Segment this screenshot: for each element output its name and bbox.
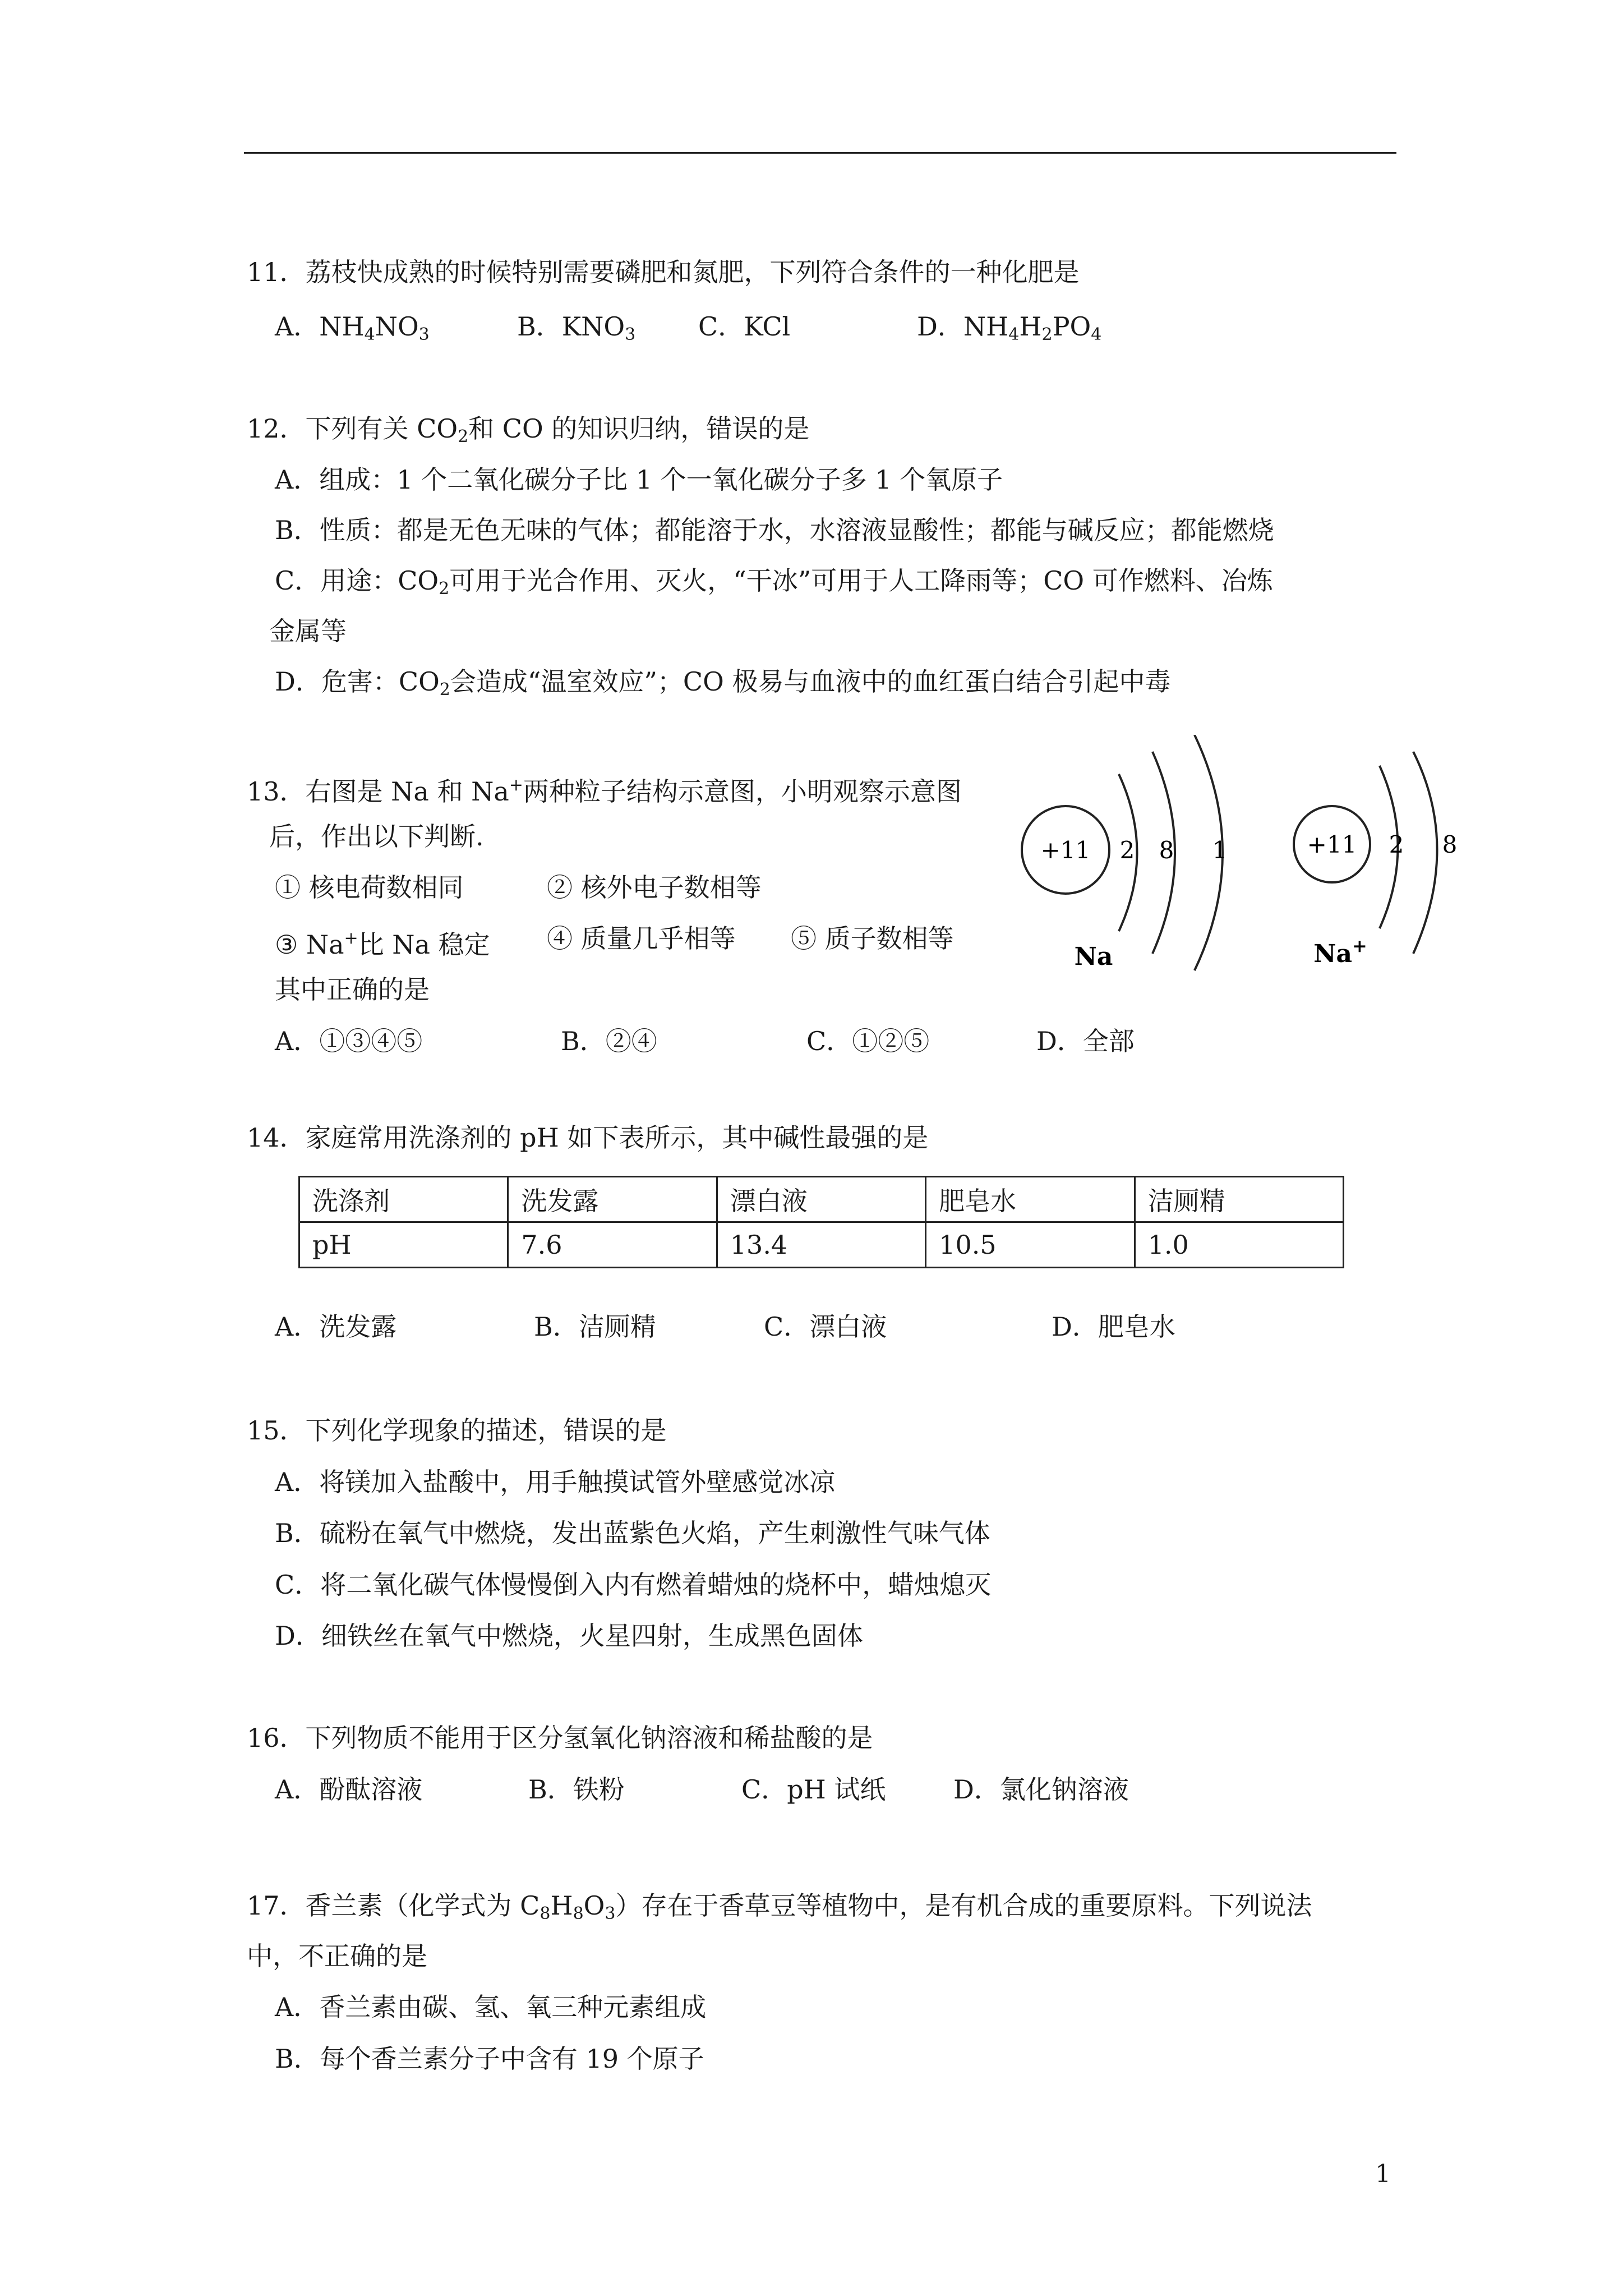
q12-stem: 12．下列有关 $CO_2$和 CO 的知识归纳，错误的是 [247, 413, 810, 447]
q14-option-a: A．洗发露 [275, 1312, 397, 1342]
q11-option-c: C．KCl [698, 311, 791, 342]
q13-judgement-2: ② 核外电子数相等 [547, 872, 762, 903]
na-shell-3-count: 1 [1212, 836, 1228, 864]
na-label: Na [1074, 942, 1113, 971]
q13-stem-continued: 后，作出以下判断. [269, 821, 484, 852]
q16-option-c: C．pH 试纸 [741, 1774, 886, 1805]
q13-judgement-1: ① 核电荷数相同 [275, 872, 464, 903]
na-ion-shell-2-count: 8 [1442, 831, 1458, 858]
table-cell: 洗涤剂 [299, 1177, 508, 1222]
na-ion-nucleus-charge: +11 [1307, 831, 1357, 858]
header-rule [244, 152, 1396, 154]
q12-option-c: C．用途：$CO_2$可用于光合作用、灭火，“干冰”可用于人工降雨等；CO 可作燃料、冶炼 [275, 565, 1273, 599]
q14-option-c: C．漂白液 [764, 1312, 887, 1342]
q12-option-d: D．危害：$CO_2$会造成“温室效应”；CO 极易与血液中的血红蛋白结合引起中毒 [275, 666, 1171, 700]
na-shell-2-count: 8 [1159, 836, 1174, 864]
na-nucleus-charge: +11 [1040, 836, 1091, 864]
q13-ask: 其中正确的是 [275, 974, 430, 1005]
q14-option-b: B．洁厕精 [534, 1312, 656, 1342]
table-cell: 7.6 [508, 1222, 717, 1268]
q15-option-a: A．将镁加入盐酸中，用手触摸试管外壁感觉冰凉 [275, 1467, 836, 1497]
table-row [299, 1222, 1344, 1268]
table-cell: 13.4 [717, 1222, 925, 1268]
na-shell-1-count: 2 [1119, 836, 1135, 864]
na-ion-label: Na+ [1313, 935, 1367, 968]
table-cell: 洁厕精 [1135, 1177, 1343, 1222]
q16-option-a: A．酚酞溶液 [275, 1774, 423, 1805]
table-cell: 10.5 [926, 1222, 1135, 1268]
q12-option-b: B．性质：都是无色无味的气体；都能溶于水，水溶液显酸性；都能与碱反应；都能燃烧 [275, 515, 1274, 545]
q13-option-b: B．②④ [561, 1026, 657, 1056]
q17-option-b: B．每个香兰素分子中含有 19 个原子 [275, 2044, 704, 2074]
q14-stem: 14．家庭常用洗涤剂的 pH 如下表所示，其中碱性最强的是 [247, 1122, 929, 1153]
q13-option-d: D．全部 [1036, 1026, 1135, 1056]
table-cell: 洗发露 [508, 1177, 717, 1222]
q16-stem: 16．下列物质不能用于区分氢氧化钠溶液和稀盐酸的是 [247, 1723, 873, 1753]
q11-option-d: D．$NH_4H_2PO_4$ [917, 311, 1102, 344]
q15-option-c: C．将二氧化碳气体慢慢倒入内有燃着蜡烛的烧杯中，蜡烛熄灭 [275, 1570, 992, 1600]
q13-option-a: A．①③④⑤ [275, 1026, 423, 1056]
q13-judgement-5: ⑤ 质子数相等 [791, 923, 954, 954]
page-number: 1 [1375, 2160, 1391, 2188]
q17-stem-continued: 中，不正确的是 [247, 1941, 427, 1971]
q11-stem: 11．荔枝快成熟的时候特别需要磷肥和氮肥，下列符合条件的一种化肥是 [247, 257, 1080, 287]
na-ion-shell-2-arc [1413, 752, 1437, 954]
table-cell: pH [299, 1222, 508, 1268]
table-cell: 肥皂水 [926, 1177, 1135, 1222]
q12-option-a: A．组成：1 个二氧化碳分子比 1 个一氧化碳分子多 1 个氧原子 [275, 464, 1003, 495]
q16-option-b: B．铁粉 [528, 1774, 625, 1805]
q14-option-d: D．肥皂水 [1052, 1312, 1175, 1342]
q11-option-a: A．$NH_4NO_3$ [275, 311, 430, 344]
table-cell: 1.0 [1135, 1222, 1343, 1268]
q15-stem: 15．下列化学现象的描述，错误的是 [247, 1415, 667, 1446]
q15-option-d: D．细铁丝在氧气中燃烧，火星四射，生成黑色固体 [275, 1621, 863, 1651]
atomic-structure-diagram [1009, 735, 1481, 993]
na-ion-shell-1-count: 2 [1389, 831, 1404, 858]
table-header-row [299, 1177, 1344, 1222]
q17-stem: 17．香兰素（化学式为 $C_8H_8O_3$）存在于香草豆等植物中，是有机合成的重要原料。下列说法 [247, 1890, 1312, 1924]
q13-stem: 13．右图是 Na 和 Na+两种粒子结构示意图，小明观察示意图 [247, 775, 962, 807]
q12-option-c-continued: 金属等 [269, 616, 347, 646]
q16-option-d: D．氯化钠溶液 [953, 1774, 1129, 1805]
table-cell: 漂白液 [717, 1177, 925, 1222]
q11-option-b: B．$KNO_3$ [517, 311, 636, 344]
q13-judgement-3: ③ Na+比 Na 稳定 [275, 928, 490, 960]
q17-option-a: A．香兰素由碳、氢、氧三种元素组成 [275, 1992, 707, 2022]
q13-judgement-4: ④ 质量几乎相等 [547, 923, 736, 954]
q15-option-b: B．硫粉在氧气中燃烧，发出蓝紫色火焰，产生刺激性气味气体 [275, 1518, 990, 1548]
ph-table [298, 1176, 1344, 1268]
q13-option-c: C．①②⑤ [806, 1026, 930, 1056]
